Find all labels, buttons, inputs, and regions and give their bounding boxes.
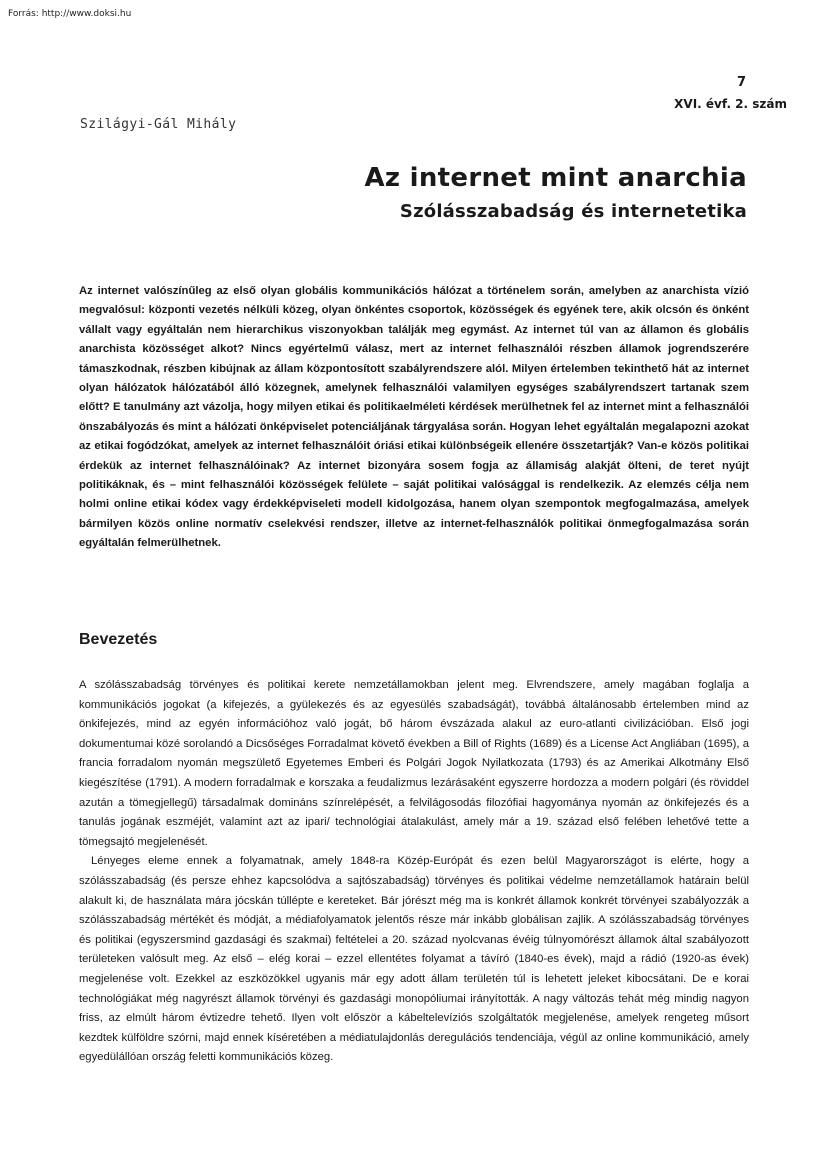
article-subtitle: Szólásszabadság és internetetika — [399, 201, 747, 222]
section-heading: Bevezetés — [79, 631, 158, 648]
article-title: Az internet mint anarchia — [364, 163, 747, 193]
body-text — [79, 676, 749, 1068]
body-paragraph: Lényeges eleme ennek a folyamatnak, amely 1848-ra Közép-Európát és ezen belül Magyarországot is elérte, hogy a szólásszabadság (és persze ehhez kapcsolódva a sajtószabadság) törvényes és politikai védelme nemzetállamok határain belül alakult ki, de használata mára jócskán túllépte e kereteket. Bár jórészt még ma is konkrét államok konkrét törvényei szabályozzák a szólásszabadság mértékét és módját, a médiafolyamatok jelentős része már inkább globálisan zajlik. A szólásszabadság törvényes és politikai (egyszersmind gazdasági és szakmai) feltételei a 20. század nyolcvanas évéig túlnyomórészt államok által szabályozott területeken valósult meg. Az első – elég korai – ezzel ellentétes folyamat a távíró (1840-es évek), majd a rádió (1920-as évek) megjelenése volt. Ezekkel az eszközökkel ugyanis már egy adott állam területén túl is lehetett jeleket kibocsátani. De e korai technológiákat még nagyrészt államok törvényi és gazdasági monopóliumai irányították. A nagy változás tehát még mindig nagyon friss, az elmúlt három évtizedre tehető. Ilyen volt először a kábeltelevíziós szolgáltatók megjelenése, amelyek rengeteg műsort kezdtek külföldre szórni, majd ennek kíséretében a médiatulajdonlás deregulációs tendenciája, végül az online kommunikáció, amely egyedülállóan ország feletti kommunikációs közeg. — [79, 855, 749, 1064]
page-number: 7 — [736, 75, 746, 90]
issue-label: XVI. évf. 2. szám — [674, 97, 787, 111]
author-name: Szilágyi-Gál Mihály — [80, 117, 237, 132]
abstract: Az internet valószínűleg az első olyan globális kommunikációs hálózat a történelem során, amelyben az anarchista vízió megvalósul: központi vezetés nélküli közeg, olyan önkéntes csoportok, közösségek és egyének tere, akik olcsón és önként vállalt vagy egyáltalán nem hierarchikus viszonyokban találják meg egymást. Az internet túl van az államon és globális anarchista közösséget alkot? Nincs egyértelmű válasz, mert az internet felhasználói részben államok jogrendszerére támaszkodnak, részben kibújnak az állam központosított szabályrendszere alól. Milyen értelemben tekinthető hát az internet olyan hálózatok hálózatából álló közegnek, amelynek felhasználói valamilyen egységes szabályrendszert tartanak szem előtt? E tanulmány azt vázolja, hogy milyen etikai és politikaelméleti kérdések merülhetnek fel az internet mint a felhasználói önszabályozás és mint a hálózati önképviselet potenciáljának tárgyalása során. Hogyan lehet egyáltalán megalapozni azokat az etikai fogódzókat, amelyek az internet felhasználóit óriási etikai különbségeik ellenére összetartják? Van-e közös politikai érdekük az internet felhasználóinak? Az internet bizonyára sosem fogja az államiság alakját ölteni, de teret nyújt politikáknak, és – mint felhasználói közösségek felülete – saját politikai valósággal is rendelkezik. Az elemzés célja nem holmi online etikai kódex vagy érdekképviseleti modell kidolgozása, hanem olyan szempontok megfogalmazása, amelyek bármilyen közös online normatív cselekvési rendszer, illetve az internet-felhasználók politikai önmegfogalmazása során egyáltalán felmerülhetnek. — [79, 285, 749, 550]
body-paragraph: A szólásszabadság törvényes és politikai kerete nemzetállamokban jelent meg. Elvrendszere, amely magában foglalja a kommunikációs jogokat (a kifejezés, a gyülekezés és az egyesülés szabadságát), továbbá általánosabb értelemben mind az önkifejezés, mind az egyén információhoz való jogát, bő három évszázada alakul az euro-atlanti civilizációban. Első jogi dokumentumai közé sorolandó a Dicsőséges Forradalmat követő években a Bill of Rights (1689) és a License Act Angliában (1695), a francia forradalom nyomán megszülető Egyetemes Emberi és Polgári Jogok Nyilatkozata (1793) és az Amerikai Alkotmány Első kiegészítése (1791). A modern forradalmak e korszaka a feudalizmus lezárásaként egyszerre hordozza a modern polgári (és röviddel azután a tömegjellegű) társadalmak domináns színrelépését, a felvilágosodás filozófiai hagyománya nyomán az önkifejezés és a tanulás jogának eszméjét, valamint azt az ipari/ technológiai átalakulást, amely már a 19. század első felében lehetővé tette a tömegsajtó megjelenését. — [79, 679, 749, 848]
source-note: Forrás: http://www.doksi.hu — [8, 9, 132, 19]
